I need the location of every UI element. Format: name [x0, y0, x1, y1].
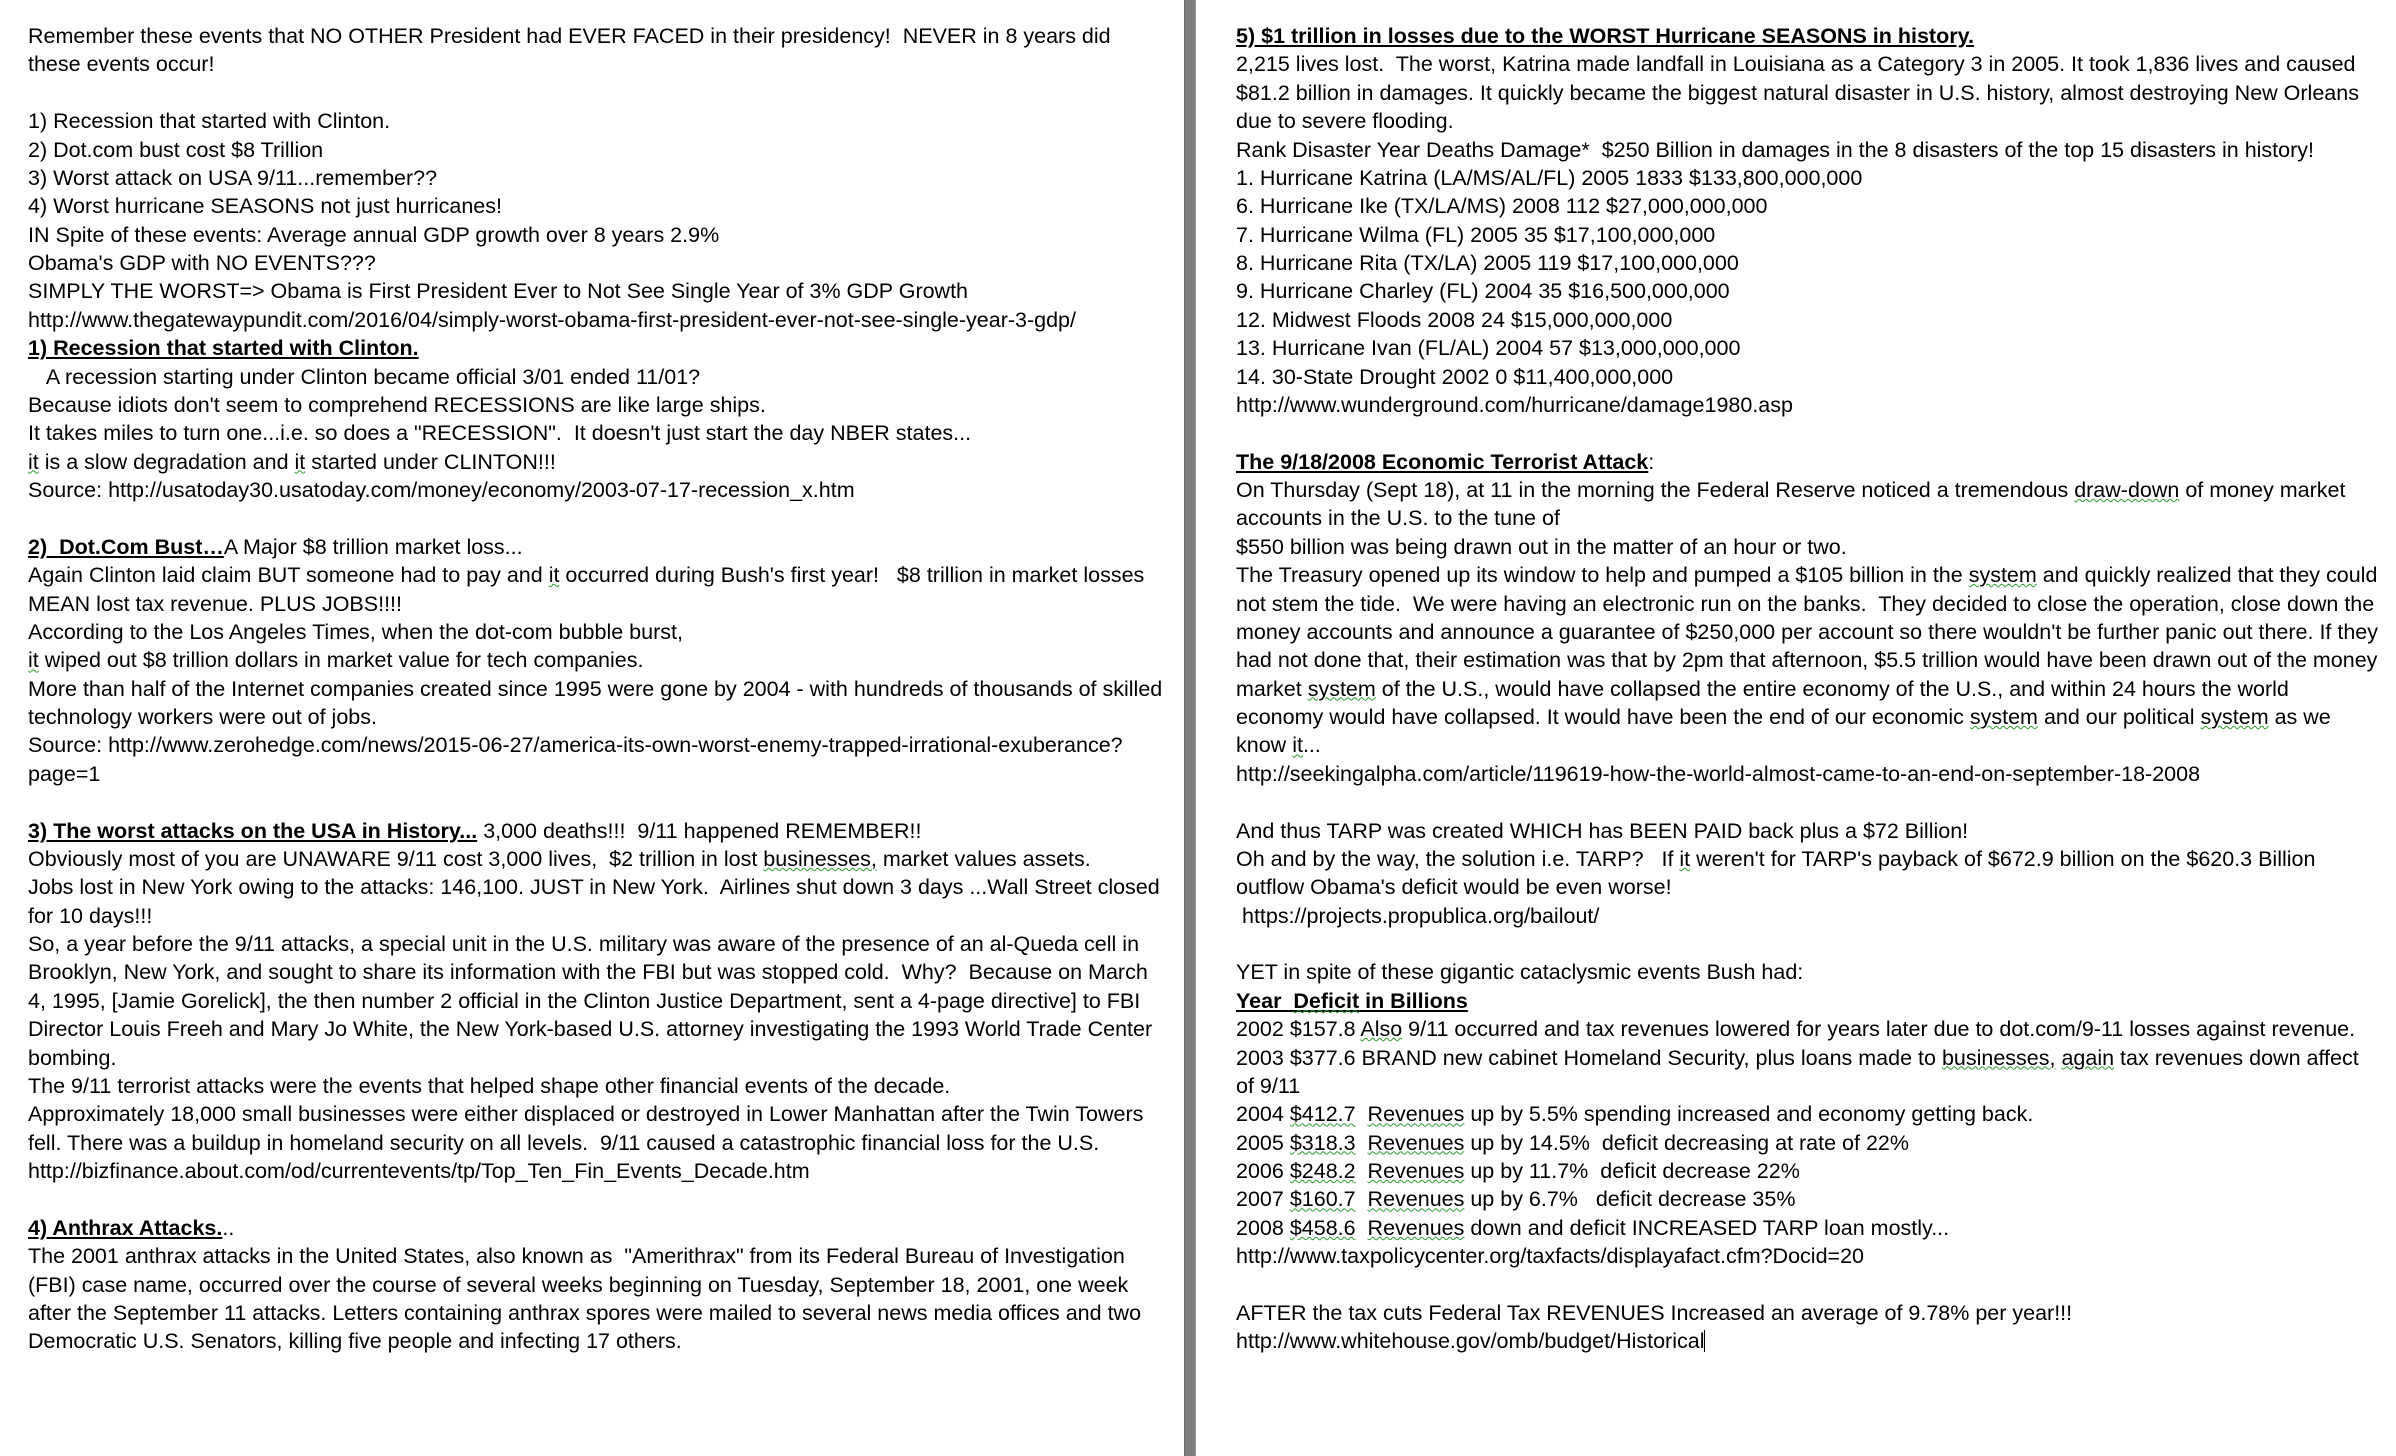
disaster-row: 7. Hurricane Wilma (FL) 2005 35 $17,100,000,000 — [1236, 222, 1716, 247]
disaster-row: 12. Midwest Floods 2008 24 $15,000,000,000 — [1236, 307, 1673, 332]
spacer — [28, 788, 1166, 816]
attack-heading-tail: : — [1648, 449, 1655, 474]
section-2-line: it wiped out $8 trillion dollars in market value for tech companies. — [28, 648, 644, 673]
intro-paragraph: Remember these events that NO OTHER President had EVER FACED in their presidency! NEVER in 8 years did these events occur! — [28, 24, 1117, 77]
tarp-link[interactable]: https://projects.propublica.org/bailout/ — [1236, 903, 1600, 928]
section-5-line: Rank Disaster Year Deaths Damage* $250 Billion in damages in the 8 disasters of the top 15 disasters in history! — [1236, 137, 2314, 162]
list-item: 3) Worst attack on USA 9/11...remember?? — [28, 165, 438, 190]
deficit-row: 2006 $248.2 Revenues up by 11.7% deficit decrease 22% — [1236, 1159, 1800, 1183]
section-1-heading: 1) Recession that started with Clinton. — [28, 336, 419, 361]
disaster-row: 6. Hurricane Ike (TX/LA/MS) 2008 112 $27,000,000,000 — [1236, 194, 1768, 219]
disaster-row: 1. Hurricane Katrina (LA/MS/AL/FL) 2005 1833 $133,800,000,000 — [1236, 165, 1863, 190]
section-2-heading-row — [28, 533, 1166, 561]
attack-heading-row — [1236, 448, 2378, 476]
spacer — [28, 79, 1166, 107]
section-2-source: Source: http://www.zerohedge.com/news/2015-06-27/america-its-own-worst-enemy-trapped-irrational-exuberance?page=1 — [28, 733, 1123, 786]
attack-line: On Thursday (Sept 18), at 11 in the morning the Federal Reserve noticed a tremendous draw-down of money market accounts in the U.S. to the tune of — [1236, 478, 2352, 531]
gdp-line-1: IN Spite of these events: Average annual GDP growth over 8 years 2.9% — [28, 222, 720, 247]
disaster-row: 14. 30-State Drought 2002 0 $11,400,000,000 — [1236, 364, 1674, 389]
spacer — [1236, 419, 2378, 447]
section-3-line: Jobs lost in New York owing to the attacks: 146,100. JUST in New York. Airlines shut down 3 days ...Wall Street closed for 10 days!!! — [28, 875, 1166, 928]
deficit-intro: YET in spite of these gigantic cataclysmic events Bush had: — [1236, 960, 1804, 985]
section-4-heading-row — [28, 1214, 1166, 1242]
right-text-column — [1196, 0, 2396, 1456]
section-5-line: 2,215 lives lost. The worst, Katrina made landfall in Louisiana as a Category 3 in 2005. It took 1,836 lives and caused $81.2 billion in damages. It quickly became the biggest natural disaster in U.S. history, almost destroying New Orleans due to severe flooding. — [1236, 52, 2365, 134]
spacer — [28, 1185, 1166, 1213]
disaster-row: 9. Hurricane Charley (FL) 2004 35 $16,500,000,000 — [1236, 279, 1730, 304]
section-3-line: So, a year before the 9/11 attacks, a special unit in the U.S. military was aware of the presence of an al-Queda cell in Brooklyn, New York, and sought to share its information with the FBI but was stopped cold. Why? Because on March 4, 1995, [Jamie Gorelick], the then number 2 official in the Clinton Justice Department, sent a 4-page directive] to FBI Director Louis Freeh and Mary Jo White, the New York-based U.S. attorney investigating the 1993 World Trade Center bombing. — [28, 932, 1159, 1070]
section-3-line: Approximately 18,000 small businesses were either displaced or destroyed in Lower Manhattan after the Twin Towers fell. There was a buildup in homeland security on all levels. 9/11 caused a catastrophic financial loss for the U.S. — [28, 1102, 1150, 1155]
deficit-row: 2007 $160.7 Revenues up by 6.7% deficit decrease 35% — [1236, 1187, 1796, 1212]
section-4-line: The 2001 anthrax attacks in the United States, also known as "Amerithrax" from its Federal Bureau of Investigation (FBI) case name, occurred over the course of several weeks beginning on Tuesday, September 18, 2001, one week after the September 11 attacks. Letters containing anthrax spores were mailed to several news media offices and two Democratic U.S. Senators, killing five people and infecting 17 others. — [28, 1244, 1148, 1354]
deficit-row: 2003 $377.6 BRAND new cabinet Homeland Security, plus loans made to businesses, again tax revenues down affect of 9/11 — [1236, 1045, 2365, 1098]
section-1-line: A recession starting under Clinton became official 3/01 ended 11/01? — [28, 364, 701, 389]
section-2-line: More than half of the Internet companies created since 1995 were gone by 2004 - with hundreds of thousands of skilled technology workers were out of jobs. — [28, 676, 1169, 729]
gdp-source-link[interactable]: http://www.thegatewaypundit.com/2016/04/simply-worst-obama-first-president-ever-not-see-single-year-3-gdp/ — [28, 307, 1076, 332]
section-2-line: According to the Los Angeles Times, when the dot-com bubble burst, — [28, 619, 683, 644]
list-item: 4) Worst hurricane SEASONS not just hurricanes! — [28, 194, 502, 219]
disaster-row: 8. Hurricane Rita (TX/LA) 2005 119 $17,100,000,000 — [1236, 251, 1739, 275]
tarp-line: And thus TARP was created WHICH has BEEN PAID back plus a $72 Billion! — [1236, 818, 1969, 843]
deficit-table-heading: Year Deficit in Billions — [1236, 988, 1468, 1013]
closing-line: AFTER the tax cuts Federal Tax REVENUES Increased an average of 9.78% per year!!! — [1236, 1300, 2073, 1325]
section-1-line: Because idiots don't seem to comprehend RECESSIONS are like large ships. — [28, 392, 766, 417]
section-1-line: It takes miles to turn one...i.e. so does a "RECESSION". It doesn't just start the day NBER states... — [28, 421, 972, 446]
spacer — [28, 504, 1166, 532]
gdp-line-2: Obama's GDP with NO EVENTS??? — [28, 251, 376, 275]
deficit-row: 2008 $458.6 Revenues down and deficit INCREASED TARP loan mostly... — [1236, 1215, 1950, 1240]
section-4-heading: 4) Anthrax Attacks. — [28, 1215, 223, 1240]
list-item: 1) Recession that started with Clinton. — [28, 109, 391, 134]
left-text-column — [0, 0, 1184, 1456]
attack-line: $550 billion was being drawn out in the matter of an hour or two. — [1236, 534, 1847, 559]
deficit-row: 2002 $157.8 Also 9/11 occurred and tax revenues lowered for years later due to dot.com/9-11 losses against revenue. — [1236, 1017, 2356, 1042]
section-1-line: it is a slow degradation and it started under CLINTON!!! — [28, 449, 556, 474]
deficit-link[interactable]: http://www.taxpolicycenter.org/taxfacts/displayafact.cfm?Docid=20 — [1236, 1244, 1864, 1269]
section-3-heading-tail: 3,000 deaths!!! 9/11 happened REMEMBER!! — [483, 818, 922, 843]
attack-line: The Treasury opened up its window to help and pumped a $105 billion in the system and quickly realized that they could not stem the tide. We were having an electronic run on the banks. They decided to close the operation, close down the money accounts and announce a guarantee of $250,000 per account so there wouldn't be further panic out there. If they had not done that, their estimation was that by 2pm that afternoon, $5.5 trillion would have been drawn out of the money market system of the U.S., would have collapsed the entire economy of the U.S., and within 24 hours the world economy would have collapsed. It would have been the end of our economic system and our political system as we know it... — [1236, 563, 2384, 758]
attack-heading: The 9/18/2008 Economic Terrorist Attack — [1236, 449, 1649, 474]
closing-link[interactable]: http://www.whitehouse.gov/omb/budget/Historical — [1236, 1329, 1705, 1354]
section-3-source: http://bizfinance.about.com/od/currentevents/tp/Top_Ten_Fin_Events_Decade.htm — [28, 1159, 810, 1183]
tarp-line: Oh and by the way, the solution i.e. TARP? If it weren't for TARP's payback of $672.9 billion on the $620.3 Billion outflow Obama's deficit would be even worse! — [1236, 846, 2322, 900]
section-5-link[interactable]: http://www.wunderground.com/hurricane/damage1980.asp — [1236, 392, 1793, 417]
section-3-heading: 3) The worst attacks on the USA in History... — [28, 818, 478, 843]
section-3-line: Obviously most of you are UNAWARE 9/11 cost 3,000 lives, $2 trillion in lost businesses, market values assets. — [28, 846, 1091, 871]
attack-link[interactable]: http://seekingalpha.com/article/119619-how-the-world-almost-came-to-an-end-on-september-18-2008 — [1236, 761, 2201, 786]
disaster-row: 13. Hurricane Ivan (FL/AL) 2004 57 $13,000,000,000 — [1236, 336, 1741, 361]
section-1-source: Source: http://usatoday30.usatoday.com/money/economy/2003-07-17-recession_x.htm — [28, 478, 855, 502]
section-4-heading-tail: .. — [222, 1215, 235, 1240]
section-2-line: Again Clinton laid claim BUT someone had to pay and it occurred during Bush's first year! $8 trillion in market losses MEAN lost tax revenue. PLUS JOBS!!!! — [28, 563, 1151, 616]
spacer — [1236, 788, 2378, 816]
spacer — [1236, 1271, 2378, 1299]
page-divider — [1184, 0, 1196, 1456]
deficit-row: 2004 $412.7 Revenues up by 5.5% spending increased and economy getting back. — [1236, 1102, 2034, 1127]
section-2-heading: 2) Dot.Com Bust… — [28, 534, 224, 559]
section-3-line: The 9/11 terrorist attacks were the events that helped shape other financial events of the decade. — [28, 1073, 951, 1098]
closing-link-row — [1236, 1327, 2378, 1355]
spacer — [1236, 930, 2378, 958]
gdp-line-3: SIMPLY THE WORST=> Obama is First President Ever to Not See Single Year of 3% GDP Growth — [28, 279, 969, 304]
section-3-heading-row — [28, 817, 1166, 845]
deficit-row: 2005 $318.3 Revenues up by 14.5% deficit decreasing at rate of 22% — [1236, 1130, 1909, 1155]
section-2-heading-tail: A Major $8 trillion market loss... — [223, 534, 523, 559]
text-cursor — [1704, 1330, 1705, 1353]
list-item: 2) Dot.com bust cost $8 Trillion — [28, 137, 324, 162]
section-5-heading: 5) $1 trillion in losses due to the WORST Hurricane SEASONS in history. — [1236, 24, 1974, 48]
